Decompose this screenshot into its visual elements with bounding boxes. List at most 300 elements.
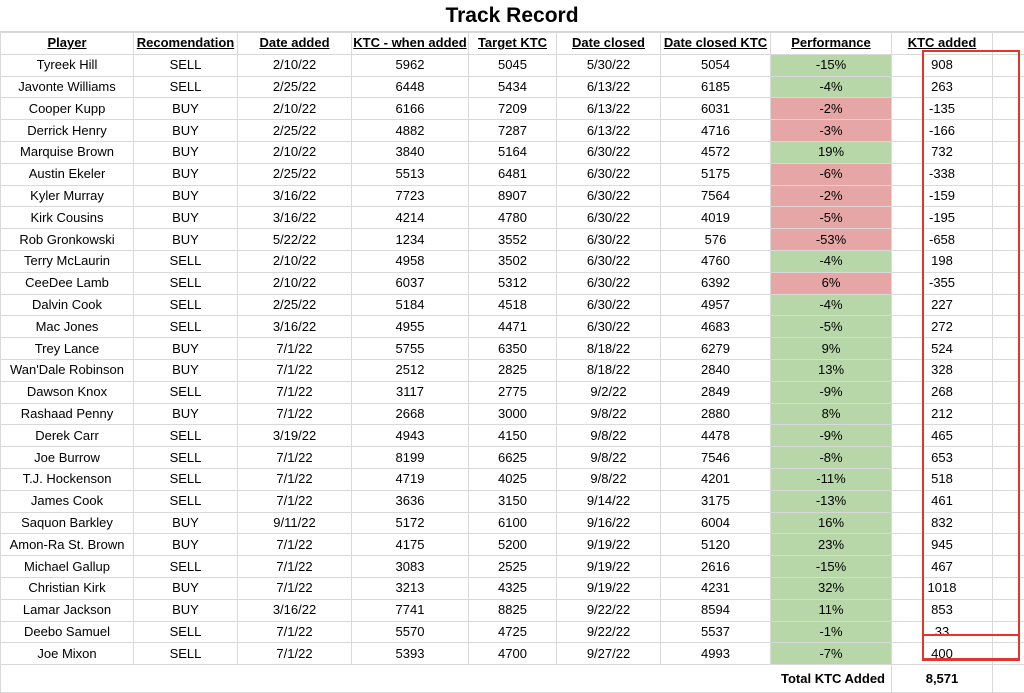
cell-recommendation[interactable]: SELL xyxy=(134,250,238,272)
cell-performance[interactable]: -4% xyxy=(771,250,892,272)
cell-ktc-added[interactable]: 461 xyxy=(892,490,993,512)
cell-ktc-when-added[interactable]: 5755 xyxy=(352,338,469,360)
cell-ktc-when-added[interactable]: 5393 xyxy=(352,643,469,665)
cell-ktc-when-added[interactable]: 3117 xyxy=(352,381,469,403)
cell-date-closed[interactable]: 6/30/22 xyxy=(557,272,661,294)
cell-performance[interactable]: -53% xyxy=(771,229,892,251)
cell-target-ktc[interactable]: 6100 xyxy=(469,512,557,534)
cell-ktc-when-added[interactable]: 6448 xyxy=(352,76,469,98)
cell-performance[interactable]: -7% xyxy=(771,643,892,665)
cell-performance[interactable]: -9% xyxy=(771,425,892,447)
empty-cell[interactable] xyxy=(993,403,1024,425)
cell-player[interactable]: Christian Kirk xyxy=(1,577,134,599)
cell-target-ktc[interactable]: 3552 xyxy=(469,229,557,251)
cell-date-closed[interactable]: 9/8/22 xyxy=(557,425,661,447)
cell-date-closed[interactable]: 6/30/22 xyxy=(557,250,661,272)
cell-date-closed[interactable]: 6/13/22 xyxy=(557,98,661,120)
cell-ktc-added[interactable]: -338 xyxy=(892,163,993,185)
cell-ktc-when-added[interactable]: 4175 xyxy=(352,534,469,556)
cell-date-closed-ktc[interactable]: 2880 xyxy=(661,403,771,425)
empty-cell[interactable] xyxy=(993,534,1024,556)
cell-date-closed-ktc[interactable]: 7546 xyxy=(661,447,771,469)
cell-target-ktc[interactable]: 2775 xyxy=(469,381,557,403)
empty-cell[interactable] xyxy=(993,425,1024,447)
cell-ktc-added[interactable]: 33 xyxy=(892,621,993,643)
table-row xyxy=(1,403,1024,425)
cell-date-added[interactable]: 2/25/22 xyxy=(238,120,352,142)
cell-recommendation[interactable]: BUY xyxy=(134,512,238,534)
cell-date-closed[interactable]: 9/22/22 xyxy=(557,621,661,643)
cell-ktc-added[interactable]: 467 xyxy=(892,556,993,578)
table-row xyxy=(1,76,1024,98)
empty-cell[interactable] xyxy=(993,185,1024,207)
empty-cell[interactable] xyxy=(993,621,1024,643)
total-value[interactable]: 8,571 xyxy=(892,665,993,693)
cell-ktc-added[interactable]: 198 xyxy=(892,250,993,272)
cell-recommendation[interactable]: BUY xyxy=(134,403,238,425)
cell-date-closed-ktc[interactable]: 4957 xyxy=(661,294,771,316)
cell-date-closed[interactable]: 9/16/22 xyxy=(557,512,661,534)
cell-ktc-added[interactable]: 832 xyxy=(892,512,993,534)
cell-target-ktc[interactable]: 4150 xyxy=(469,425,557,447)
cell-date-closed[interactable]: 9/8/22 xyxy=(557,468,661,490)
cell-player[interactable]: Trey Lance xyxy=(1,338,134,360)
empty-cell[interactable] xyxy=(993,447,1024,469)
cell-player[interactable]: Joe Burrow xyxy=(1,447,134,469)
cell-performance[interactable]: 11% xyxy=(771,599,892,621)
cell-date-closed[interactable]: 6/30/22 xyxy=(557,185,661,207)
cell-target-ktc[interactable]: 4025 xyxy=(469,468,557,490)
cell-ktc-added[interactable]: -159 xyxy=(892,185,993,207)
cell-ktc-added[interactable]: -355 xyxy=(892,272,993,294)
cell-date-added[interactable]: 2/25/22 xyxy=(238,76,352,98)
cell-ktc-when-added[interactable]: 5570 xyxy=(352,621,469,643)
cell-ktc-when-added[interactable]: 7723 xyxy=(352,185,469,207)
cell-performance[interactable]: 16% xyxy=(771,512,892,534)
cell-recommendation[interactable]: BUY xyxy=(134,141,238,163)
cell-date-closed-ktc[interactable]: 6004 xyxy=(661,512,771,534)
empty-cell[interactable] xyxy=(993,665,1024,693)
cell-player[interactable]: Kyler Murray xyxy=(1,185,134,207)
empty-cell[interactable] xyxy=(993,316,1024,338)
cell-player[interactable]: Rashaad Penny xyxy=(1,403,134,425)
cell-player[interactable]: Wan'Dale Robinson xyxy=(1,359,134,381)
empty-cell[interactable] xyxy=(993,556,1024,578)
header-date-added[interactable]: Date added xyxy=(238,33,352,55)
cell-date-closed[interactable]: 9/8/22 xyxy=(557,403,661,425)
cell-recommendation[interactable]: SELL xyxy=(134,54,238,76)
cell-date-added[interactable]: 7/1/22 xyxy=(238,643,352,665)
cell-date-closed[interactable]: 6/30/22 xyxy=(557,207,661,229)
cell-recommendation[interactable]: BUY xyxy=(134,185,238,207)
cell-ktc-added[interactable]: -135 xyxy=(892,98,993,120)
cell-ktc-added[interactable]: 653 xyxy=(892,447,993,469)
cell-performance[interactable]: -15% xyxy=(771,556,892,578)
cell-date-closed[interactable]: 9/27/22 xyxy=(557,643,661,665)
cell-player[interactable]: Rob Gronkowski xyxy=(1,229,134,251)
cell-date-closed-ktc[interactable]: 5175 xyxy=(661,163,771,185)
cell-date-added[interactable]: 2/10/22 xyxy=(238,272,352,294)
empty-cell[interactable] xyxy=(993,643,1024,665)
cell-date-added[interactable]: 7/1/22 xyxy=(238,359,352,381)
cell-recommendation[interactable]: SELL xyxy=(134,425,238,447)
empty-cell[interactable] xyxy=(993,141,1024,163)
cell-date-closed-ktc[interactable]: 4760 xyxy=(661,250,771,272)
cell-date-added[interactable]: 7/1/22 xyxy=(238,534,352,556)
empty-cell[interactable] xyxy=(993,207,1024,229)
cell-player[interactable]: Terry McLaurin xyxy=(1,250,134,272)
cell-performance[interactable]: -13% xyxy=(771,490,892,512)
cell-ktc-when-added[interactable]: 3083 xyxy=(352,556,469,578)
empty-cell[interactable] xyxy=(993,381,1024,403)
cell-recommendation[interactable]: BUY xyxy=(134,577,238,599)
cell-ktc-added[interactable]: 518 xyxy=(892,468,993,490)
cell-player[interactable]: Mac Jones xyxy=(1,316,134,338)
cell-date-added[interactable]: 2/25/22 xyxy=(238,294,352,316)
cell-date-closed[interactable]: 9/14/22 xyxy=(557,490,661,512)
cell-ktc-when-added[interactable]: 3213 xyxy=(352,577,469,599)
cell-player[interactable]: Javonte Williams xyxy=(1,76,134,98)
cell-target-ktc[interactable]: 8825 xyxy=(469,599,557,621)
cell-date-closed[interactable]: 8/18/22 xyxy=(557,359,661,381)
empty-cell[interactable] xyxy=(993,490,1024,512)
cell-player[interactable]: Marquise Brown xyxy=(1,141,134,163)
cell-target-ktc[interactable]: 3502 xyxy=(469,250,557,272)
empty-cell[interactable] xyxy=(993,163,1024,185)
cell-date-closed-ktc[interactable]: 2840 xyxy=(661,359,771,381)
cell-player[interactable]: Deebo Samuel xyxy=(1,621,134,643)
cell-performance[interactable]: 23% xyxy=(771,534,892,556)
header-date-closed[interactable]: Date closed xyxy=(557,33,661,55)
cell-target-ktc[interactable]: 3000 xyxy=(469,403,557,425)
cell-date-added[interactable]: 9/11/22 xyxy=(238,512,352,534)
cell-date-closed-ktc[interactable]: 4993 xyxy=(661,643,771,665)
cell-recommendation[interactable]: BUY xyxy=(134,338,238,360)
cell-date-closed[interactable]: 6/30/22 xyxy=(557,141,661,163)
cell-ktc-when-added[interactable]: 6166 xyxy=(352,98,469,120)
cell-date-added[interactable]: 7/1/22 xyxy=(238,556,352,578)
cell-ktc-added[interactable]: 465 xyxy=(892,425,993,447)
cell-date-closed[interactable]: 6/30/22 xyxy=(557,294,661,316)
empty-cell[interactable] xyxy=(993,577,1024,599)
cell-player[interactable]: Joe Mixon xyxy=(1,643,134,665)
cell-ktc-added[interactable]: 945 xyxy=(892,534,993,556)
empty-cell[interactable] xyxy=(993,359,1024,381)
cell-target-ktc[interactable]: 4471 xyxy=(469,316,557,338)
empty-cell[interactable] xyxy=(993,250,1024,272)
cell-date-closed-ktc[interactable]: 2849 xyxy=(661,381,771,403)
cell-player[interactable]: CeeDee Lamb xyxy=(1,272,134,294)
cell-ktc-added[interactable]: 1018 xyxy=(892,577,993,599)
cell-recommendation[interactable]: BUY xyxy=(134,207,238,229)
cell-player[interactable]: Derek Carr xyxy=(1,425,134,447)
cell-performance[interactable]: 13% xyxy=(771,359,892,381)
cell-ktc-when-added[interactable]: 3636 xyxy=(352,490,469,512)
cell-ktc-added[interactable]: -166 xyxy=(892,120,993,142)
cell-ktc-when-added[interactable]: 4882 xyxy=(352,120,469,142)
header-recommendation[interactable]: Recomendation xyxy=(134,33,238,55)
cell-player[interactable]: Tyreek Hill xyxy=(1,54,134,76)
header-player[interactable]: Player xyxy=(1,33,134,55)
cell-date-closed-ktc[interactable]: 5120 xyxy=(661,534,771,556)
cell-ktc-added[interactable]: 212 xyxy=(892,403,993,425)
cell-ktc-added[interactable]: 263 xyxy=(892,76,993,98)
cell-player[interactable]: Derrick Henry xyxy=(1,120,134,142)
cell-recommendation[interactable]: SELL xyxy=(134,621,238,643)
cell-date-closed[interactable]: 8/18/22 xyxy=(557,338,661,360)
cell-target-ktc[interactable]: 5164 xyxy=(469,141,557,163)
cell-date-added[interactable]: 7/1/22 xyxy=(238,381,352,403)
cell-ktc-added[interactable]: 268 xyxy=(892,381,993,403)
cell-date-closed[interactable]: 9/19/22 xyxy=(557,556,661,578)
cell-ktc-when-added[interactable]: 7741 xyxy=(352,599,469,621)
cell-date-added[interactable]: 2/10/22 xyxy=(238,250,352,272)
cell-date-added[interactable]: 2/10/22 xyxy=(238,98,352,120)
cell-target-ktc[interactable]: 8907 xyxy=(469,185,557,207)
empty-cell[interactable] xyxy=(993,229,1024,251)
cell-target-ktc[interactable]: 4518 xyxy=(469,294,557,316)
cell-recommendation[interactable]: SELL xyxy=(134,556,238,578)
cell-ktc-added[interactable]: -658 xyxy=(892,229,993,251)
cell-ktc-added[interactable]: 328 xyxy=(892,359,993,381)
cell-ktc-when-added[interactable]: 5962 xyxy=(352,54,469,76)
cell-recommendation[interactable]: SELL xyxy=(134,643,238,665)
cell-date-added[interactable]: 7/1/22 xyxy=(238,403,352,425)
cell-recommendation[interactable]: SELL xyxy=(134,381,238,403)
empty-cell[interactable] xyxy=(993,272,1024,294)
cell-performance[interactable]: 6% xyxy=(771,272,892,294)
cell-date-closed[interactable]: 6/30/22 xyxy=(557,316,661,338)
cell-date-closed-ktc[interactable]: 6185 xyxy=(661,76,771,98)
cell-ktc-added[interactable]: 908 xyxy=(892,54,993,76)
cell-date-closed-ktc[interactable]: 5054 xyxy=(661,54,771,76)
cell-target-ktc[interactable]: 6625 xyxy=(469,447,557,469)
cell-date-added[interactable]: 5/22/22 xyxy=(238,229,352,251)
cell-target-ktc[interactable]: 5312 xyxy=(469,272,557,294)
table-row xyxy=(1,207,1024,229)
cell-date-closed[interactable]: 9/19/22 xyxy=(557,577,661,599)
cell-player[interactable]: Dalvin Cook xyxy=(1,294,134,316)
cell-date-closed-ktc[interactable]: 4683 xyxy=(661,316,771,338)
table-row xyxy=(1,316,1024,338)
header-ktc-added[interactable]: KTC added xyxy=(892,33,993,55)
header-date-closed-ktc[interactable]: Date closed KTC xyxy=(661,33,771,55)
cell-date-added[interactable]: 7/1/22 xyxy=(238,447,352,469)
cell-ktc-added[interactable]: 853 xyxy=(892,599,993,621)
cell-date-added[interactable]: 2/10/22 xyxy=(238,54,352,76)
cell-recommendation[interactable]: BUY xyxy=(134,98,238,120)
cell-recommendation[interactable]: SELL xyxy=(134,447,238,469)
cell-performance[interactable]: 19% xyxy=(771,141,892,163)
cell-performance[interactable]: 8% xyxy=(771,403,892,425)
cell-date-closed[interactable]: 9/8/22 xyxy=(557,447,661,469)
cell-performance[interactable]: -1% xyxy=(771,621,892,643)
cell-player[interactable]: Michael Gallup xyxy=(1,556,134,578)
cell-ktc-when-added[interactable]: 2668 xyxy=(352,403,469,425)
cell-target-ktc[interactable]: 6481 xyxy=(469,163,557,185)
cell-target-ktc[interactable]: 4325 xyxy=(469,577,557,599)
cell-date-closed[interactable]: 5/30/22 xyxy=(557,54,661,76)
cell-date-closed-ktc[interactable]: 4201 xyxy=(661,468,771,490)
empty-cell[interactable] xyxy=(993,54,1024,76)
cell-performance[interactable]: -9% xyxy=(771,381,892,403)
cell-ktc-added[interactable]: 400 xyxy=(892,643,993,665)
cell-date-closed[interactable]: 9/19/22 xyxy=(557,534,661,556)
empty-cell[interactable] xyxy=(993,512,1024,534)
cell-date-added[interactable]: 3/16/22 xyxy=(238,207,352,229)
cell-date-closed[interactable]: 6/13/22 xyxy=(557,120,661,142)
cell-date-closed-ktc[interactable]: 4019 xyxy=(661,207,771,229)
header-target-ktc[interactable]: Target KTC xyxy=(469,33,557,55)
sheet-title: Track Record xyxy=(445,4,578,28)
cell-target-ktc[interactable]: 7209 xyxy=(469,98,557,120)
cell-ktc-added[interactable]: -195 xyxy=(892,207,993,229)
cell-player[interactable]: T.J. Hockenson xyxy=(1,468,134,490)
cell-recommendation[interactable]: BUY xyxy=(134,359,238,381)
cell-recommendation[interactable]: SELL xyxy=(134,294,238,316)
header-ktc-when-added[interactable]: KTC - when added xyxy=(352,33,469,55)
cell-performance[interactable]: 32% xyxy=(771,577,892,599)
cell-target-ktc[interactable]: 4700 xyxy=(469,643,557,665)
cell-target-ktc[interactable]: 2825 xyxy=(469,359,557,381)
cell-date-closed-ktc[interactable]: 4478 xyxy=(661,425,771,447)
cell-recommendation[interactable]: BUY xyxy=(134,163,238,185)
cell-performance[interactable]: -5% xyxy=(771,207,892,229)
cell-ktc-added[interactable]: 732 xyxy=(892,141,993,163)
empty-cell[interactable] xyxy=(993,76,1024,98)
total-label[interactable]: Total KTC Added xyxy=(1,665,892,693)
cell-ktc-when-added[interactable]: 1234 xyxy=(352,229,469,251)
empty-header-cell[interactable] xyxy=(993,33,1024,55)
cell-date-closed[interactable]: 6/13/22 xyxy=(557,76,661,98)
cell-date-closed-ktc[interactable]: 6392 xyxy=(661,272,771,294)
cell-recommendation[interactable]: SELL xyxy=(134,272,238,294)
cell-date-added[interactable]: 7/1/22 xyxy=(238,621,352,643)
cell-player[interactable]: Saquon Barkley xyxy=(1,512,134,534)
cell-ktc-when-added[interactable]: 4955 xyxy=(352,316,469,338)
cell-date-added[interactable]: 3/16/22 xyxy=(238,599,352,621)
cell-date-closed-ktc[interactable]: 7564 xyxy=(661,185,771,207)
cell-date-closed[interactable]: 6/30/22 xyxy=(557,229,661,251)
cell-recommendation[interactable]: BUY xyxy=(134,229,238,251)
cell-date-added[interactable]: 7/1/22 xyxy=(238,468,352,490)
cell-date-added[interactable]: 3/16/22 xyxy=(238,316,352,338)
cell-player[interactable]: Amon-Ra St. Brown xyxy=(1,534,134,556)
cell-date-closed-ktc[interactable]: 5537 xyxy=(661,621,771,643)
cell-recommendation[interactable]: SELL xyxy=(134,76,238,98)
cell-date-closed-ktc[interactable]: 6031 xyxy=(661,98,771,120)
cell-date-closed-ktc[interactable]: 4231 xyxy=(661,577,771,599)
cell-ktc-when-added[interactable]: 5184 xyxy=(352,294,469,316)
cell-date-closed-ktc[interactable]: 8594 xyxy=(661,599,771,621)
cell-date-closed-ktc[interactable]: 2616 xyxy=(661,556,771,578)
cell-performance[interactable]: -6% xyxy=(771,163,892,185)
cell-performance[interactable]: -2% xyxy=(771,98,892,120)
header-performance[interactable]: Performance xyxy=(771,33,892,55)
cell-target-ktc[interactable]: 5045 xyxy=(469,54,557,76)
cell-target-ktc[interactable]: 5200 xyxy=(469,534,557,556)
cell-recommendation[interactable]: BUY xyxy=(134,534,238,556)
cell-ktc-when-added[interactable]: 3840 xyxy=(352,141,469,163)
cell-target-ktc[interactable]: 2525 xyxy=(469,556,557,578)
cell-performance[interactable]: -3% xyxy=(771,120,892,142)
cell-date-closed-ktc[interactable]: 4572 xyxy=(661,141,771,163)
cell-ktc-added[interactable]: 524 xyxy=(892,338,993,360)
cell-player[interactable]: Dawson Knox xyxy=(1,381,134,403)
cell-date-added[interactable]: 7/1/22 xyxy=(238,338,352,360)
empty-cell[interactable] xyxy=(993,468,1024,490)
cell-target-ktc[interactable]: 7287 xyxy=(469,120,557,142)
empty-cell[interactable] xyxy=(993,338,1024,360)
cell-recommendation[interactable]: SELL xyxy=(134,468,238,490)
cell-date-added[interactable]: 3/19/22 xyxy=(238,425,352,447)
empty-cell[interactable] xyxy=(993,294,1024,316)
empty-cell[interactable] xyxy=(993,98,1024,120)
cell-date-closed[interactable]: 6/30/22 xyxy=(557,163,661,185)
cell-target-ktc[interactable]: 4725 xyxy=(469,621,557,643)
cell-performance[interactable]: -2% xyxy=(771,185,892,207)
cell-date-closed[interactable]: 9/2/22 xyxy=(557,381,661,403)
cell-date-added[interactable]: 2/25/22 xyxy=(238,163,352,185)
cell-date-added[interactable]: 7/1/22 xyxy=(238,577,352,599)
cell-performance[interactable]: 9% xyxy=(771,338,892,360)
cell-ktc-added[interactable]: 272 xyxy=(892,316,993,338)
cell-recommendation[interactable]: SELL xyxy=(134,490,238,512)
cell-performance[interactable]: -4% xyxy=(771,294,892,316)
cell-player[interactable]: James Cook xyxy=(1,490,134,512)
cell-player[interactable]: Lamar Jackson xyxy=(1,599,134,621)
cell-player[interactable]: Austin Ekeler xyxy=(1,163,134,185)
cell-recommendation[interactable]: BUY xyxy=(134,120,238,142)
cell-ktc-when-added[interactable]: 4958 xyxy=(352,250,469,272)
cell-ktc-when-added[interactable]: 5513 xyxy=(352,163,469,185)
empty-cell[interactable] xyxy=(993,120,1024,142)
cell-target-ktc[interactable]: 5434 xyxy=(469,76,557,98)
cell-date-closed-ktc[interactable]: 3175 xyxy=(661,490,771,512)
cell-recommendation[interactable]: SELL xyxy=(134,316,238,338)
cell-performance[interactable]: -4% xyxy=(771,76,892,98)
cell-ktc-when-added[interactable]: 2512 xyxy=(352,359,469,381)
cell-target-ktc[interactable]: 3150 xyxy=(469,490,557,512)
cell-performance[interactable]: -11% xyxy=(771,468,892,490)
cell-date-added[interactable]: 2/10/22 xyxy=(238,141,352,163)
cell-ktc-when-added[interactable]: 4943 xyxy=(352,425,469,447)
cell-player[interactable]: Cooper Kupp xyxy=(1,98,134,120)
cell-player[interactable]: Kirk Cousins xyxy=(1,207,134,229)
cell-ktc-when-added[interactable]: 4719 xyxy=(352,468,469,490)
cell-performance[interactable]: -8% xyxy=(771,447,892,469)
cell-ktc-when-added[interactable]: 8199 xyxy=(352,447,469,469)
cell-date-added[interactable]: 7/1/22 xyxy=(238,490,352,512)
cell-target-ktc[interactable]: 4780 xyxy=(469,207,557,229)
table-row xyxy=(1,98,1024,120)
cell-date-closed[interactable]: 9/22/22 xyxy=(557,599,661,621)
cell-target-ktc[interactable]: 6350 xyxy=(469,338,557,360)
cell-ktc-added[interactable]: 227 xyxy=(892,294,993,316)
cell-date-added[interactable]: 3/16/22 xyxy=(238,185,352,207)
empty-cell[interactable] xyxy=(993,599,1024,621)
cell-performance[interactable]: -15% xyxy=(771,54,892,76)
cell-ktc-when-added[interactable]: 4214 xyxy=(352,207,469,229)
cell-date-closed-ktc[interactable]: 576 xyxy=(661,229,771,251)
cell-date-closed-ktc[interactable]: 4716 xyxy=(661,120,771,142)
cell-ktc-when-added[interactable]: 5172 xyxy=(352,512,469,534)
cell-ktc-when-added[interactable]: 6037 xyxy=(352,272,469,294)
cell-performance[interactable]: -5% xyxy=(771,316,892,338)
cell-recommendation[interactable]: BUY xyxy=(134,599,238,621)
cell-date-closed-ktc[interactable]: 6279 xyxy=(661,338,771,360)
table-row xyxy=(1,359,1024,381)
